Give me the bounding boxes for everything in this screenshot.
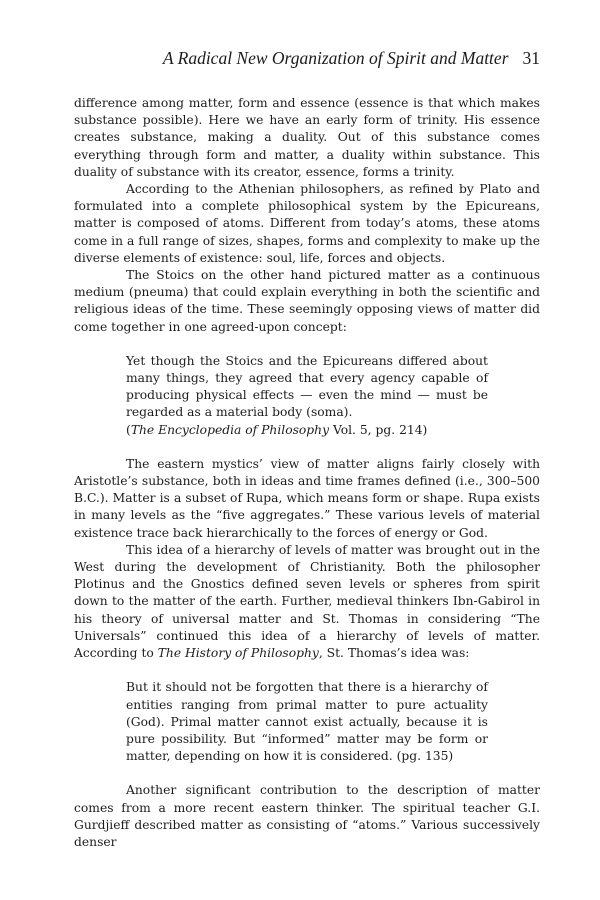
quote-text: But it should not be forgotten that there is a hierarchy of entities ranging from primal matter to pure actuality (God). Primal matter cannot exist actually, because it is pure possibility. But “informed” matter may be form or matter, depending on how it is considered. (pg. 135) (126, 680, 488, 764)
chapter-title: A Radical New Organization of Spirit and Matter (162, 48, 509, 68)
book-title: The History of Philosophy (157, 646, 319, 661)
paragraph-text-end: , St. Thomas’s idea was: (318, 646, 470, 661)
block-quote-history-of-philosophy (74, 679, 540, 765)
paragraph-continued: difference among matter, form and essence (essence is that which makes substance possible). Here we have an early form of trinity. His essence creates substance, making a duality. Out of this substance comes everything through form and matter, a duality within substance. This duality of substance with its creator, essence, forms a trinity. (74, 96, 540, 179)
paragraph-eastern-mystics: The eastern mystics’ view of matter aligns fairly closely with Aristotle’s substance, both in ideas and time frames defined (i.e., 300–500 B.C.). Matter is a subset of Rupa, which means form or shape. Rupa exists in many levels as the “five aggregates.” These various levels of material existence trace back hierarchically to the forces of energy or God. (74, 456, 540, 540)
body-text (74, 95, 540, 851)
quote-citation (126, 422, 488, 439)
paragraph-hierarchy-of-matter (74, 542, 540, 662)
paragraph-athenian-philosophers: According to the Athenian philosophers, as refined by Plato and formulated into a complete philosophical system by the Epicureans, matter is composed of atoms. Different from today’s atoms, these atoms come in a full range of sizes, shapes, forms and complexity to make up the diverse elements of existence: soul, life, forces and objects. (74, 182, 540, 265)
running-head (74, 48, 540, 69)
book-page (74, 0, 540, 900)
paragraph-text: This idea of a hierarchy of levels of matter was brought out in the West during the development of Christianity. Both the philosopher Plotinus and the Gnostics defined seven levels or spheres from spirit down to the matter of the earth. Further, medieval thinkers Ibn-Gabirol in his theory of universal matter and St. Thomas in considering “The Universals” continued this idea of a hierarchy of levels of matter. According to (74, 542, 540, 661)
paragraph-stoics: The Stoics on the other hand pictured matter as a continuous medium (pneuma) that could explain everything in both the scientific and religious ideas of the time. These seemingly opposing views of matter did come together in one agreed-upon concept: (74, 268, 540, 334)
block-quote-encyclopedia (74, 353, 540, 439)
quote-text: Yet though the Stoics and the Epicureans differed about many things, they agreed that every agency capable of producing physical effects — even the mind — must be regarded as a material body (soma). (126, 353, 488, 420)
page-number: 31 (522, 48, 540, 68)
citation-volume-page: Vol. 5, pg. 214) (329, 422, 428, 437)
citation-open-paren: ( (126, 422, 131, 437)
paragraph-gurdjieff: Another significant contribution to the description of matter comes from a more recent eastern thinker. The spiritual teacher G.I. Gurdjieff described matter as consisting of “atoms.” Various successively denser (74, 783, 540, 849)
citation-book-title: The Encyclopedia of Philosophy (130, 422, 330, 437)
